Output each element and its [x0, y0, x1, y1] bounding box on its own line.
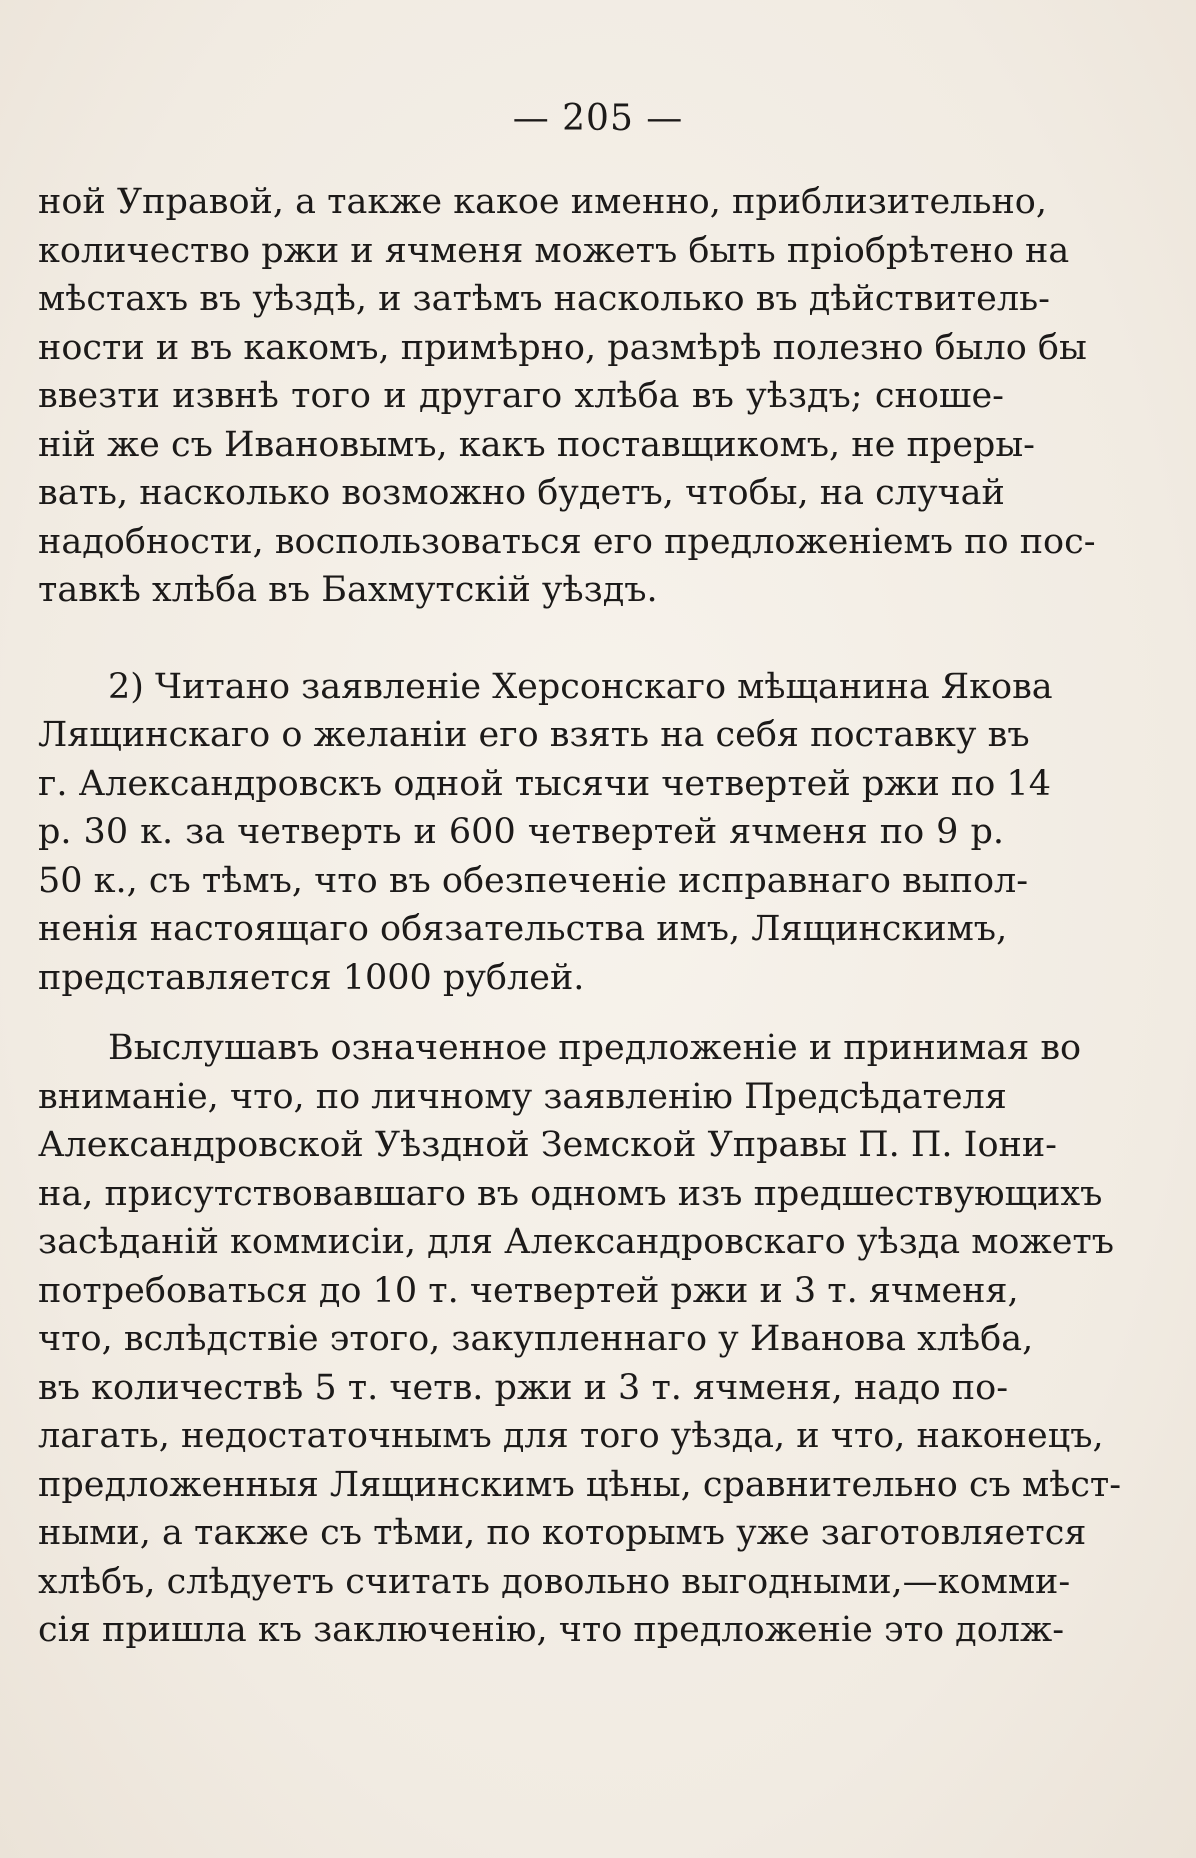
text-line: ными, а также съ тѣми, по которымъ уже заготовляется — [38, 1513, 1087, 1553]
text-line: р. 30 к. за четверть и 600 четвертей ячменя по 9 р. — [38, 812, 1004, 852]
text-line: тавкѣ хлѣба въ Бахмутскій уѣздъ. — [38, 570, 658, 610]
text-line: вать, насколько возможно будетъ, чтобы, на случай — [38, 473, 1005, 513]
text-line: въ количествѣ 5 т. четв. ржи и 3 т. ячменя, надо по- — [38, 1367, 1009, 1408]
text-line: Лящинскаго о желаніи его взять на себя поставку въ — [38, 715, 1030, 755]
text-line: Александровской Уѣздной Земской Управы П. П. Іони- — [38, 1125, 1057, 1165]
text-line: ной Управой, а также какое именно, приблизительно, — [38, 182, 1048, 222]
page-number: — 205 — — [512, 98, 684, 139]
paragraph-continuation — [38, 178, 1096, 615]
page-text — [38, 178, 1122, 1655]
text-line: ввезти извнѣ того и другаго хлѣба въ уѣздъ; сноше- — [38, 376, 1004, 416]
text-line: лагать, недостаточнымъ для того уѣзда, и что, наконецъ, — [38, 1416, 1104, 1456]
text-line: сія пришла къ заключенію, что предложеніе это долж- — [38, 1610, 1065, 1650]
text-line: 2) Читано заявленіе Херсонскаго мѣщанина Якова — [108, 666, 1053, 707]
text-line: на, присутствовавшаго въ одномъ изъ предшествующихъ — [38, 1173, 1103, 1214]
text-line: хлѣбъ, слѣдуетъ считать довольно выгодными,—комми- — [38, 1561, 1071, 1602]
text-line: 50 к., съ тѣмъ, что въ обезпеченіе исправнаго выпол- — [38, 860, 1029, 901]
text-line: ненія настоящаго обязательства имъ, Лящинскимъ, — [38, 909, 1008, 949]
text-line: вниманіе, что, по личному заявленію Предсѣдателя — [38, 1076, 1007, 1117]
text-line: предложенныя Лящинскимъ цѣны, сравнительно съ мѣст- — [38, 1464, 1122, 1505]
paragraph-item-2 — [38, 663, 1053, 1003]
text-line: количество ржи и ячменя можетъ быть пріобрѣтено на — [38, 230, 1070, 271]
text-line: мѣстахъ въ уѣздѣ, и затѣмъ насколько въ дѣйствитель- — [38, 279, 1050, 319]
paragraph-gap — [38, 1002, 1004, 1024]
text-line: г. Александровскъ одной тысячи четвертей ржи по 14 — [38, 763, 1051, 804]
text-line: Выслушавъ означенное предложеніе и принимая во — [108, 1028, 1082, 1068]
paragraph-gap — [38, 615, 1004, 663]
text-line: ній же съ Ивановымъ, какъ поставщикомъ, не преры- — [38, 424, 1036, 465]
text-line: засѣданій коммисіи, для Александровскаго уѣзда можетъ — [38, 1222, 1115, 1262]
text-line: что, вслѣдствіе этого, закупленнаго у Иванова хлѣба, — [38, 1319, 1034, 1359]
text-line: надобности, воспользоваться его предложеніемъ по пос- — [38, 521, 1096, 562]
paragraph-resolution — [38, 1024, 1122, 1655]
text-line: представляется 1000 рублей. — [38, 957, 585, 998]
text-line: ности и въ какомъ, примѣрно, размѣрѣ полезно было бы — [38, 327, 1087, 368]
text-line: потребоваться до 10 т. четвертей ржи и 3 т. ячменя, — [38, 1270, 1019, 1311]
